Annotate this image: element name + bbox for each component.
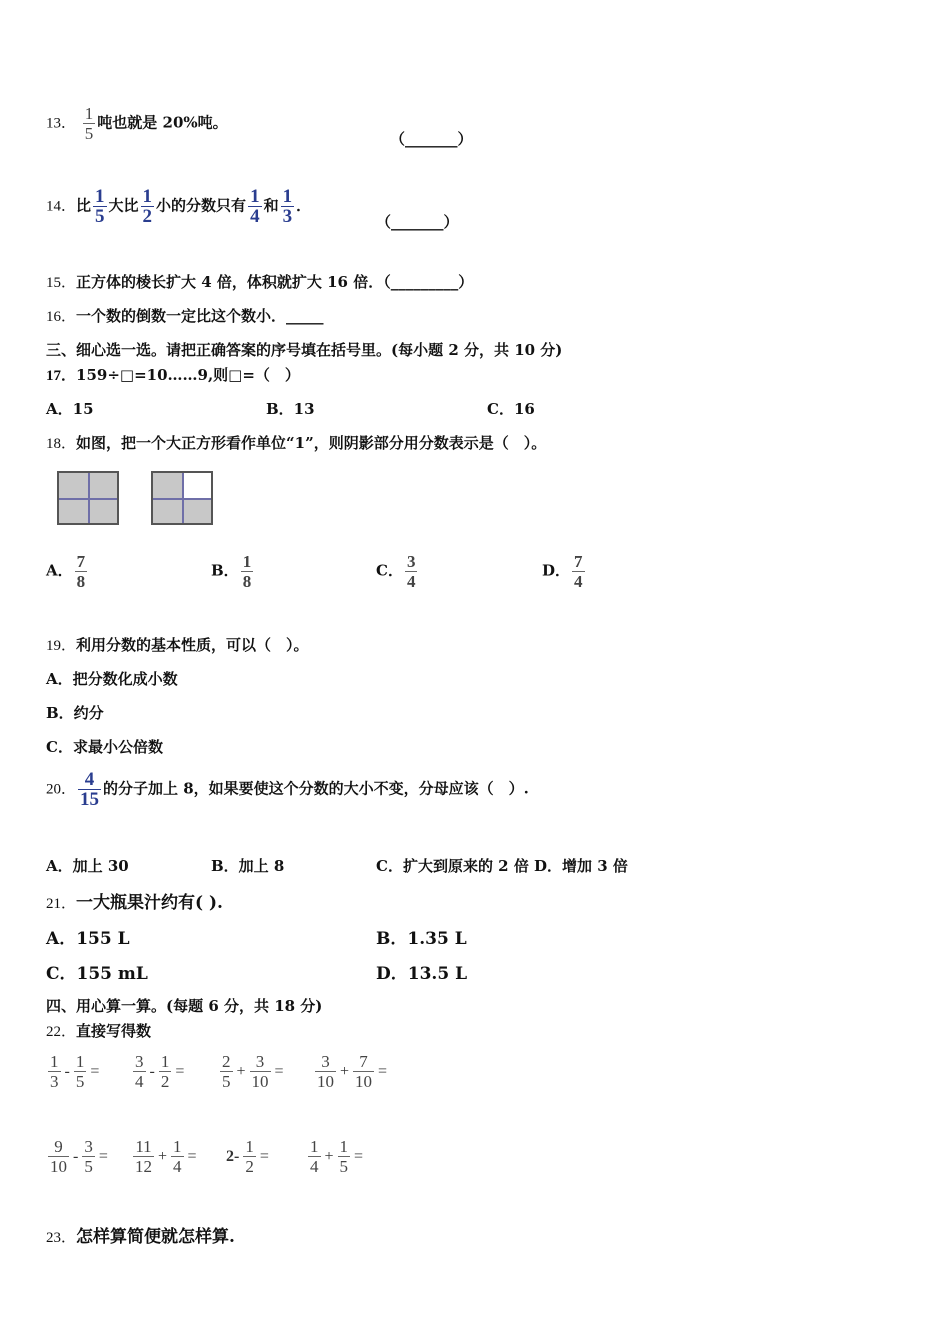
fraction: $\frac{1}{4}$ <box>250 186 260 227</box>
math-expression: $\frac{1}{3}$ - $\frac{1}{5}$ = <box>50 1052 100 1091</box>
fraction: $\frac{1}{5}$ <box>75 1052 85 1091</box>
fraction: $\frac{1}{5}$ <box>95 186 105 227</box>
math-expression: $\frac{3}{10}$ + $\frac{7}{10}$ = <box>317 1052 388 1091</box>
math-expression: $\frac{9}{10}$ - $\frac{3}{5}$ = <box>50 1137 108 1176</box>
question-17 <box>46 364 300 385</box>
question-text: 的分子加上 8，如果要使这个分数的大小不变，分母应该（ ）. <box>103 779 529 798</box>
question-18 <box>46 432 546 453</box>
question-21 <box>46 888 223 913</box>
option-a[interactable]: A．把分数化成小数 <box>46 670 178 688</box>
option-a[interactable]: A．15 <box>46 400 94 418</box>
question-text: 怎样算简便就怎样算. <box>76 1227 235 1247</box>
answer-blank[interactable]: （_______） <box>376 213 459 231</box>
option-b[interactable]: B．1.35 L <box>376 929 467 949</box>
option-a[interactable]: A． $\frac{7}{8}$ <box>46 552 86 591</box>
option-c[interactable]: C． $\frac{3}{4}$ <box>376 552 416 591</box>
fraction: $\frac{7}{8}$ <box>76 552 86 591</box>
fraction: $\frac{3}{10}$ <box>317 1052 334 1091</box>
question-text: 一大瓶果汁约有( ). <box>76 893 223 913</box>
question-number: 20． <box>46 781 77 798</box>
fraction: $\frac{7}{4}$ <box>574 552 583 591</box>
question-number: 23． <box>46 1230 77 1246</box>
question-number: 13． <box>46 115 77 132</box>
question-14: 14．比 $\frac{1}{5}$ 大比 $\frac{1}{2}$ 小的分数只有 $\frac{1}{4}$ 和 $\frac{1}{3}$ ． <box>46 186 312 227</box>
question-number: 18． <box>46 436 77 452</box>
question-22 <box>46 1020 151 1041</box>
question-23 <box>46 1222 235 1247</box>
option-b[interactable]: B．13 <box>266 400 315 418</box>
option-a[interactable]: A．加上 30 <box>46 857 129 875</box>
question-text: 159÷□=10……9,则□=（ ） <box>76 366 300 384</box>
section-heading: 三、细心选一选。请把正确答案的序号填在括号里。(每小题 2 分，共 10 分) <box>46 341 563 359</box>
math-expression: $\frac{2}{5}$ + $\frac{3}{10}$ = <box>222 1052 284 1091</box>
answer-blank[interactable]: （_______） <box>390 130 473 148</box>
option-b[interactable]: B．加上 8 <box>211 857 285 875</box>
question-number: 17． <box>46 368 77 384</box>
question-19 <box>46 634 309 655</box>
question-number: 15． <box>46 275 77 291</box>
section-heading: 四、用心算一算。(每题 6 分，共 18 分) <box>46 997 323 1015</box>
square-figure-partial <box>151 471 213 525</box>
question-text: 吨也就是 20%吨。 <box>97 113 228 132</box>
question-number: 19． <box>46 638 77 654</box>
square-figure-full <box>57 471 119 525</box>
fraction: $\frac{1}{5}$ <box>339 1137 349 1176</box>
fraction: $\frac{9}{10}$ <box>50 1137 67 1176</box>
option-c[interactable]: C．求最小公倍数 <box>46 738 163 756</box>
fraction: $\frac{1}{2}$ <box>160 1052 170 1091</box>
question-text: 一个数的倒数一定比这个数小．_____ <box>76 307 324 325</box>
question-number: 14． <box>46 198 77 215</box>
fraction: $\frac{1}{4}$ <box>310 1137 319 1176</box>
option-b[interactable]: B．约分 <box>46 704 104 722</box>
fraction: $\frac{1}{5}$ <box>84 104 94 143</box>
option-a[interactable]: A．155 L <box>46 929 130 949</box>
question-number: 21． <box>46 896 77 912</box>
fraction: $\frac{3}{10}$ <box>251 1052 269 1091</box>
fraction: $\frac{11}{12}$ <box>135 1137 152 1176</box>
math-expression: $\frac{3}{4}$ - $\frac{1}{2}$ = <box>135 1052 185 1091</box>
math-expression: 2- $\frac{1}{2}$ = <box>226 1137 269 1176</box>
fraction: $\frac{1}{4}$ <box>173 1137 182 1176</box>
question-16 <box>46 305 324 326</box>
math-expression: $\frac{1}{4}$ + $\frac{1}{5}$ = <box>310 1137 364 1176</box>
fraction: $\frac{7}{10}$ <box>355 1052 373 1091</box>
fraction: $\frac{1}{2}$ <box>245 1137 254 1176</box>
fraction: $\frac{1}{2}$ <box>142 186 153 227</box>
question-text: 利用分数的基本性质，可以（ ）。 <box>76 636 309 654</box>
option-d[interactable]: D． $\frac{7}{4}$ <box>542 552 583 591</box>
option-c[interactable]: C．16 <box>487 400 535 418</box>
math-expression: $\frac{11}{12}$ + $\frac{1}{4}$ = <box>135 1137 197 1176</box>
question-number: 16． <box>46 309 77 325</box>
question-13 <box>46 104 228 143</box>
question-number: 22． <box>46 1024 77 1040</box>
fraction: $\frac{3}{4}$ <box>135 1052 144 1091</box>
question-15 <box>46 271 473 292</box>
fraction: $\frac{1}{8}$ <box>242 552 252 591</box>
option-c-d[interactable]: C．扩大到原来的 2 倍 D．增加 3 倍 <box>376 857 628 875</box>
fraction: $\frac{4}{15}$ <box>80 769 100 810</box>
fraction: $\frac{3}{4}$ <box>406 552 416 591</box>
question-text: 正方体的棱长扩大 4 倍，体积就扩大 16 倍．（_________） <box>76 273 474 291</box>
option-c[interactable]: C．155 mL <box>46 964 148 984</box>
fraction: $\frac{1}{3}$ <box>282 186 293 227</box>
question-text: 直接写得数 <box>76 1022 152 1040</box>
fraction: $\frac{3}{5}$ <box>84 1137 93 1176</box>
fraction: $\frac{1}{3}$ <box>50 1052 59 1091</box>
option-d[interactable]: D．13.5 L <box>376 964 468 984</box>
option-b[interactable]: B． $\frac{1}{8}$ <box>211 552 252 591</box>
question-20 <box>46 770 529 809</box>
fraction: $\frac{2}{5}$ <box>222 1052 231 1091</box>
question-text: 如图，把一个大正方形看作单位“1”，则阴影部分用分数表示是（ ）。 <box>76 434 547 452</box>
